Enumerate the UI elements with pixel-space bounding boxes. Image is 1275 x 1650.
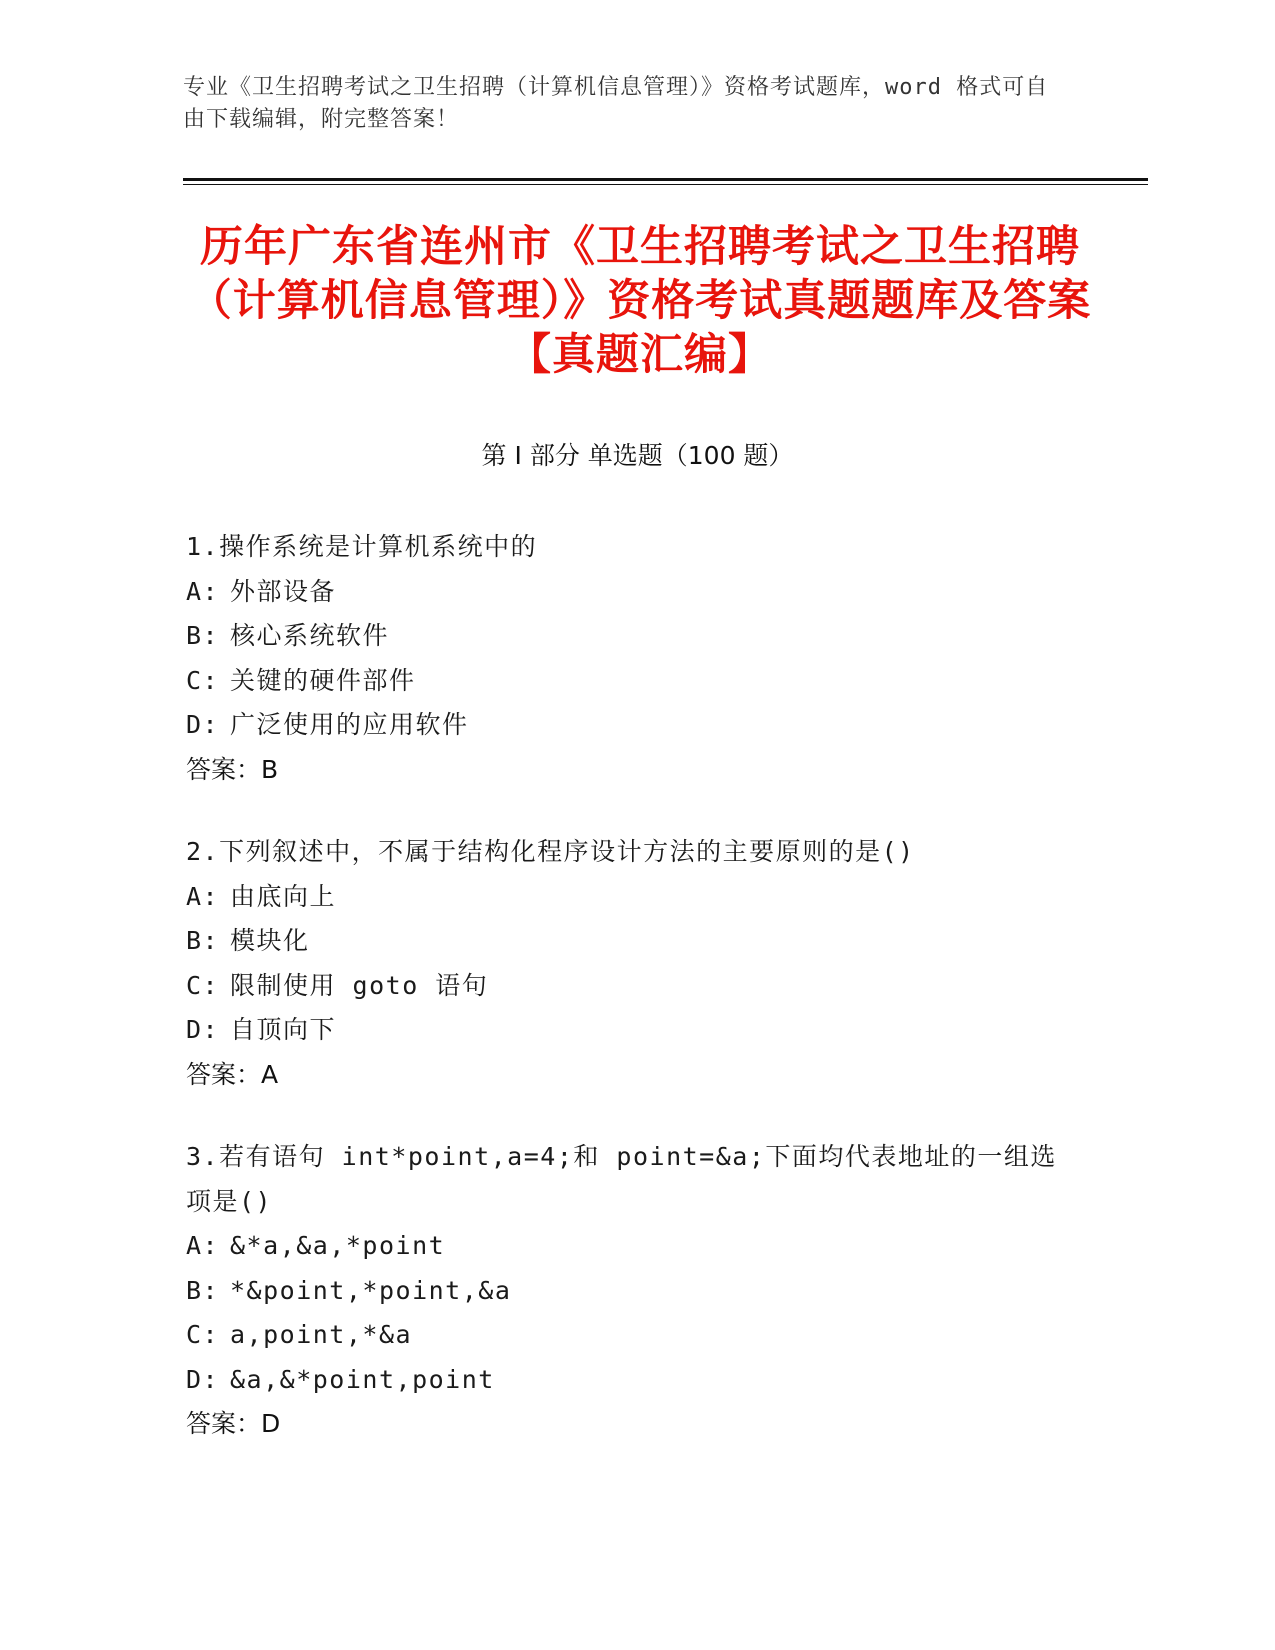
option-d — [186, 1008, 1066, 1053]
option-key: B: — [186, 621, 220, 650]
option-key: A: — [186, 576, 220, 606]
option-text: 模块化 — [230, 926, 310, 955]
option-d — [186, 1358, 1066, 1403]
header-rule-thin — [183, 184, 1148, 185]
question-3 — [186, 1135, 1066, 1447]
option-b — [186, 919, 1066, 964]
question-text: 2.下列叙述中，不属于结构化程序设计方法的主要原则的是() — [186, 837, 915, 866]
option-text: &a,&*point,point — [230, 1364, 495, 1394]
option-d — [186, 703, 1066, 748]
answer: 答案：A — [186, 1059, 279, 1089]
header-note: 专业《卫生招聘考试之卫生招聘（计算机信息管理）》资格考试题库，word 格式可自由下载编辑，附完整答案！ — [183, 75, 1049, 132]
option-a — [186, 570, 1066, 615]
answer: 答案：B — [186, 754, 279, 784]
option-text: 由底向上 — [230, 881, 337, 911]
option-text: 广泛使用的应用软件 — [230, 710, 469, 739]
header-rule-thick — [183, 178, 1148, 181]
option-key: B: — [186, 1275, 220, 1305]
option-c — [186, 1313, 1066, 1358]
option-text: 外部设备 — [230, 576, 337, 606]
option-text: a,point,*&a — [230, 1320, 413, 1349]
option-text: 自顶向下 — [230, 1015, 337, 1044]
section-title: 第 I 部分 单选题（100 题） — [481, 441, 794, 470]
question-list — [186, 525, 1066, 1485]
option-text: 限制使用 goto 语句 — [230, 970, 489, 1000]
option-key: A: — [186, 881, 220, 911]
option-a — [186, 1224, 1066, 1269]
option-b — [186, 1269, 1066, 1314]
option-text: *&point,*point,&a — [230, 1275, 512, 1305]
option-key: C: — [186, 970, 220, 1000]
question-text: 1.操作系统是计算机系统中的 — [186, 532, 538, 561]
option-key: B: — [186, 926, 220, 955]
option-b — [186, 614, 1066, 659]
option-text: &*a,&a,*point — [230, 1231, 446, 1260]
option-a — [186, 875, 1066, 920]
option-key: C: — [186, 1320, 220, 1349]
document-title: 历年广东省连州市《卫生招聘考试之卫生招聘（计算机信息管理）》资格考试真题题库及答案【真题汇编】 — [188, 222, 1092, 380]
question-text: 3.若有语句 int*point,a=4;和 point=&a;下面均代表地址的一组选项是() — [186, 1142, 1057, 1216]
question-2 — [186, 830, 1066, 1097]
answer: 答案：D — [186, 1409, 281, 1438]
option-c — [186, 659, 1066, 704]
option-text: 核心系统软件 — [230, 621, 390, 650]
option-key: D: — [186, 1015, 220, 1044]
option-key: D: — [186, 1364, 220, 1394]
option-key: D: — [186, 710, 220, 739]
option-key: A: — [186, 1231, 220, 1260]
option-key: C: — [186, 665, 220, 695]
option-text: 关键的硬件部件 — [230, 665, 416, 695]
option-c — [186, 964, 1066, 1009]
question-1 — [186, 525, 1066, 792]
